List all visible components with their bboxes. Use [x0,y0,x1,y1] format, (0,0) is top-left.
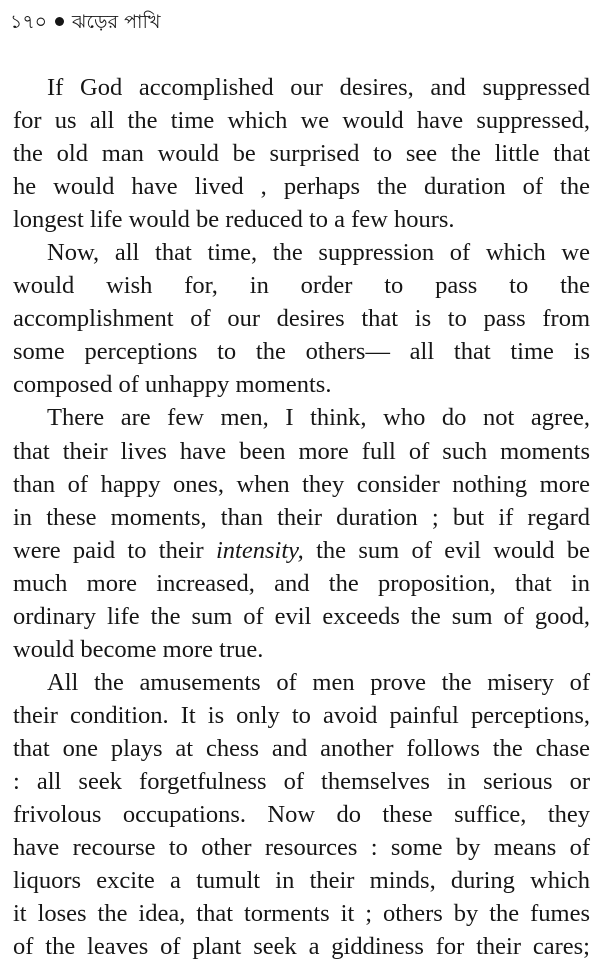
text-line: the old man would be surprised to see the little that [13,140,590,168]
page-number: ১৭০ [10,11,48,33]
text-line: of the leaves of plant seek a giddiness for their cares; [13,933,590,961]
book-title: ঝড়ের পাখি [72,11,161,33]
text-line: their condition. It is only to avoid painful perceptions, [13,701,590,729]
text-line: that their lives have been more full of such moments [13,437,590,465]
text-line: that one plays at chess and another follows the chase [13,734,590,762]
text-line: in these moments, than their duration ; but if regard [13,503,590,531]
body-text [13,71,590,963]
text-line: accomplishment of our desires that is to pass from [13,305,590,333]
running-head [10,8,160,36]
text-line: would wish for, in order to pass to the [13,272,590,300]
text-line: longest life would be reduced to a few hours. [13,206,455,234]
text-line: composed of unhappy moments. [13,371,332,399]
text-line: There are few men, I think, who do not agree, [47,404,590,432]
italic-emphasis: intensity, [216,536,304,564]
paragraph [13,71,590,236]
paragraph [13,401,590,665]
text-run: the sum of evil would be [303,536,590,564]
text-run: were paid to their [13,536,216,564]
text-line: All the amusements of men prove the misery of [47,668,590,696]
text-line: liquors excite a tumult in their minds, during which [13,867,590,895]
paragraph [13,666,590,963]
text-line: If God accomplished our desires, and suppressed [47,74,590,101]
text-line: have recourse to other resources : some by means of [13,834,590,862]
paragraph [13,236,590,401]
text-line: frivolous occupations. Now do these suffice, they [13,801,590,829]
bullet-separator [55,17,64,26]
text-line: than of happy ones, when they consider nothing more [13,470,590,498]
text-line: : all seek forgetfulness of themselves in serious or [13,767,590,795]
text-line: for us all the time which we would have suppressed, [13,107,590,135]
text-line: some perceptions to the others— all that time is [13,338,590,366]
text-line: Now, all that time, the suppression of which we [47,239,590,267]
text-line: he would have lived , perhaps the duration of the [13,173,590,201]
text-line: ordinary life the sum of evil exceeds the sum of good, [13,602,590,630]
text-line: would become more true. [13,635,264,663]
text-line: it loses the idea, that torments it ; others by the fumes [13,900,590,928]
text-line: much more increased, and the proposition, that in [13,569,590,597]
text-line [13,534,590,567]
